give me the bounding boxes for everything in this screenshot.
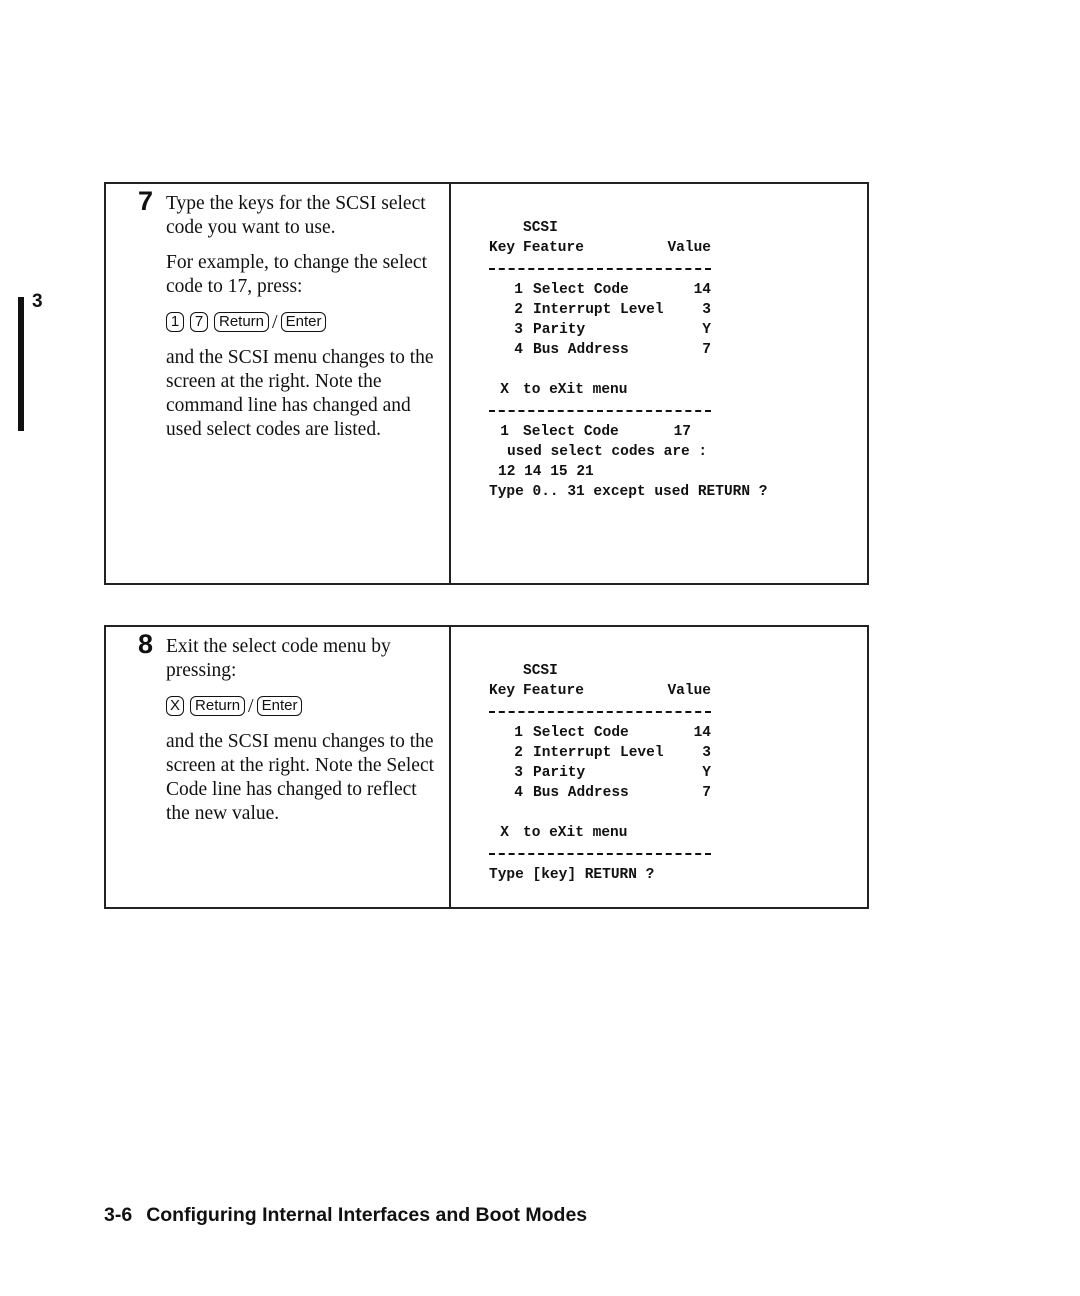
screen-header	[489, 238, 867, 258]
key-return: Return	[214, 312, 269, 332]
header-value: Value	[667, 683, 711, 699]
step-7-keys	[166, 310, 445, 334]
header-value: Value	[667, 240, 711, 256]
key-return: Return	[190, 696, 245, 716]
menu-row: 4 Bus Address 7	[514, 342, 711, 358]
screen-title: SCSI	[523, 663, 558, 679]
header-feature: Feature	[523, 683, 584, 699]
page-footer	[104, 1204, 587, 1227]
command-prompt: Type 0.. 31 except used RETURN ?	[489, 484, 768, 500]
step-7-para-3: and the SCSI menu changes to the screen at the right. Note the command line has changed and used select codes are listed.	[166, 347, 434, 440]
menu-row: 3 Parity Y	[514, 322, 711, 338]
step-7-instructions	[106, 184, 451, 583]
key-7: 7	[190, 312, 208, 332]
menu-row: 2 Interrupt Level 3	[514, 302, 711, 318]
menu-row: 4 Bus Address 7	[514, 785, 711, 801]
screen-title: SCSI	[523, 220, 558, 236]
menu-row: 3 Parity Y	[514, 765, 711, 781]
exit-row: X to eXit menu	[500, 825, 628, 841]
chapter-number: 3	[32, 291, 43, 312]
step-8-para-2: and the SCSI menu changes to the screen at the right. Note the Select Code line has changed to reflect the new value.	[166, 731, 435, 824]
key-enter: Enter	[257, 696, 303, 716]
menu-row: 2 Interrupt Level 3	[514, 745, 711, 761]
exit-row: X to eXit menu	[500, 382, 628, 398]
command-prompt: Type [key] RETURN ?	[489, 867, 655, 883]
step-8-instructions	[106, 627, 451, 907]
key-1: 1	[166, 312, 184, 332]
header-feature: Feature	[523, 240, 584, 256]
step-7-box	[104, 182, 869, 585]
page-number: 3-6	[104, 1204, 133, 1226]
chapter-marker-bar	[18, 297, 24, 431]
menu-row: 1 Select Code 14	[514, 282, 711, 298]
key-x: X	[166, 696, 184, 716]
header-key: Key	[489, 240, 516, 256]
step-7-screen	[451, 184, 867, 583]
step-8-keys	[166, 694, 445, 718]
step-7-para-1: Type the keys for the SCSI select code you want to use.	[166, 193, 426, 238]
key-separator: /	[272, 310, 278, 333]
step-8-para-1: Exit the select code menu by pressing:	[166, 636, 391, 681]
used-codes-list: 12 14 15 21	[498, 464, 594, 480]
step-7-para-2: For example, to change the select code to 17, press:	[166, 252, 427, 297]
step-number: 7	[138, 186, 154, 216]
step-8-screen	[451, 627, 867, 907]
chapter-title: Configuring Internal Interfaces and Boot Modes	[146, 1204, 588, 1226]
header-key: Key	[489, 683, 516, 699]
menu-row: 1 Select Code 14	[514, 725, 711, 741]
step-number: 8	[138, 629, 154, 659]
screen-header	[489, 681, 867, 701]
step-8-box	[104, 625, 869, 909]
selection-row: 1 Select Code 17	[500, 424, 691, 440]
key-separator: /	[248, 694, 254, 717]
used-codes-label: used select codes are :	[507, 444, 708, 460]
key-enter: Enter	[281, 312, 327, 332]
